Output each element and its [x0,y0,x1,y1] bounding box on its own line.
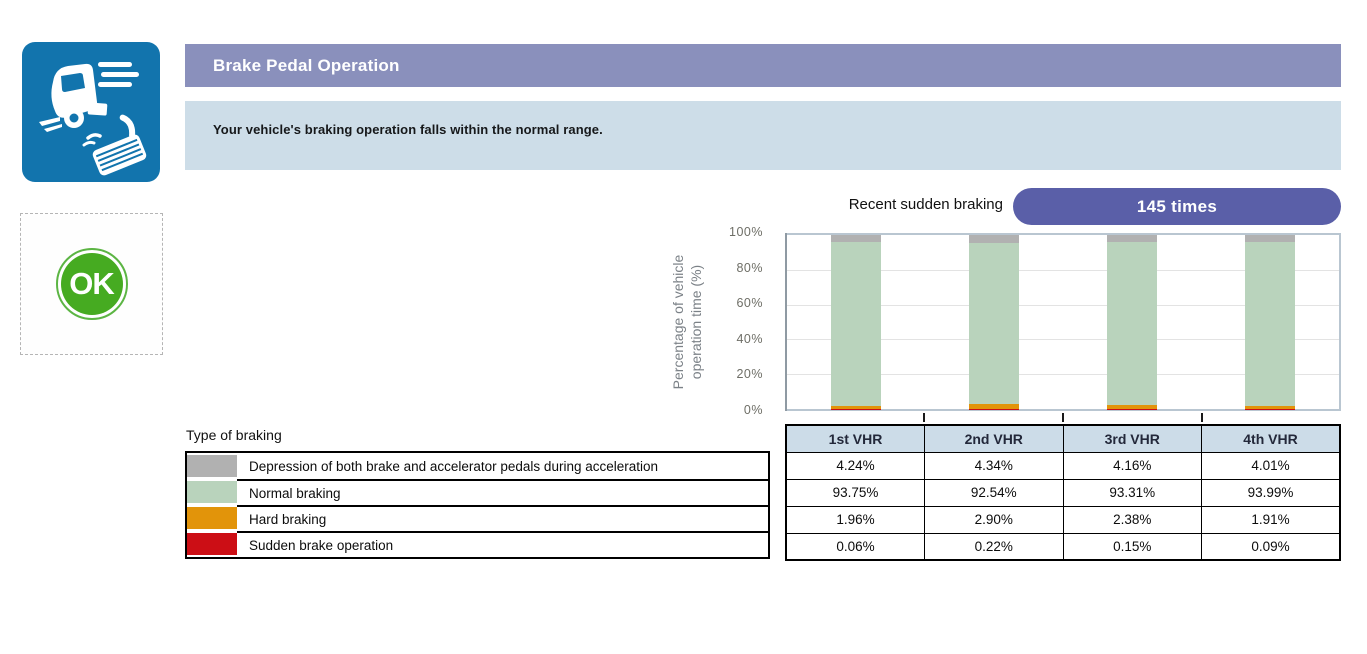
status-message: Your vehicle's braking operation falls within the normal range. [213,122,603,137]
value-cell: 0.15% [1063,533,1202,560]
value-cell: 1.96% [786,506,925,533]
ok-label: OK [69,266,114,301]
stacked-bar-4th-vhr [1245,235,1295,409]
value-cell: 4.16% [1063,452,1202,479]
legend-color-swatch [187,533,237,555]
value-cell: 0.09% [1202,533,1341,560]
vhr-values-table [785,424,1341,561]
y-tick-label: 20% [736,367,763,382]
legend-swatch-cell [187,453,237,479]
y-axis-ticks [0,225,763,417]
value-cell: 2.38% [1063,506,1202,533]
recent-sudden-braking-label: Recent sudden braking [848,196,1003,213]
value-cell: 4.34% [925,452,1064,479]
bar-segment [1245,242,1295,406]
status-message-bar [185,101,1341,170]
stacked-bar-3rd-vhr [1107,235,1157,409]
page-title: Brake Pedal Operation [213,55,400,75]
y-tick-label: 60% [736,296,763,311]
truck-braking-icon [22,42,160,182]
legend-label: Hard braking [237,505,768,531]
x-axis-tick [923,413,925,422]
y-axis-title-text: Percentage of vehicle operation time (%) [669,254,704,390]
sudden-braking-count-pill [1013,188,1341,225]
y-tick-label: 40% [736,331,763,346]
value-table-header-row [786,425,1340,452]
y-axis-line [785,233,787,411]
value-table-header-cell: 2nd VHR [925,425,1064,452]
bar-segment [1107,242,1157,404]
value-cell: 92.54% [925,479,1064,506]
x-axis-tick [1201,413,1203,422]
value-cell: 93.31% [1063,479,1202,506]
bar-segment [831,235,881,242]
value-table-row [786,533,1340,560]
value-table-row [786,452,1340,479]
legend-row [187,479,768,505]
bar-segment [831,242,881,405]
value-cell: 2.90% [925,506,1064,533]
legend-label: Depression of both brake and accelerator pedals during acceleration [249,458,659,474]
sudden-braking-count: 145 times [1136,196,1218,216]
x-axis-tick [1062,413,1064,422]
legend-swatch-cell [187,479,237,505]
stacked-bar-1st-vhr [831,235,881,409]
value-cell: 1.91% [1202,506,1341,533]
bar-segment [1245,235,1295,242]
legend-row [187,505,768,531]
value-table-row [786,506,1340,533]
value-cell: 93.75% [786,479,925,506]
value-cell: 4.24% [786,452,925,479]
value-cell: 93.99% [1202,479,1341,506]
y-tick-label: 0% [743,403,763,417]
stacked-bar-2nd-vhr [969,235,1019,409]
legend-color-swatch [187,481,237,503]
value-table-header-cell: 1st VHR [786,425,925,452]
stacked-bar-chart [785,233,1341,411]
braking-type-legend-table [185,451,770,559]
value-table-header-cell: 3rd VHR [1063,425,1202,452]
bar-segment [969,235,1019,243]
value-table-row [786,479,1340,506]
legend-row [187,531,768,557]
value-cell: 0.22% [925,533,1064,560]
legend-row [187,453,768,479]
type-of-braking-label: Type of braking [186,427,282,443]
section-header-bar [185,44,1341,87]
y-tick-label: 100% [729,225,763,239]
value-table-header-cell: 4th VHR [1202,425,1341,452]
legend-swatch-cell [187,531,237,557]
truck-brake-icon [22,42,160,182]
value-cell: 0.06% [786,533,925,560]
legend-color-swatch [187,507,237,529]
legend-color-swatch [187,455,237,477]
bar-segment [1107,235,1157,242]
legend-swatch-cell [187,505,237,531]
value-cell: 4.01% [1202,452,1341,479]
legend-label: Sudden brake operation [237,531,768,557]
y-tick-label: 80% [736,260,763,275]
legend-label: Normal braking [237,479,768,505]
bar-segment [969,243,1019,404]
